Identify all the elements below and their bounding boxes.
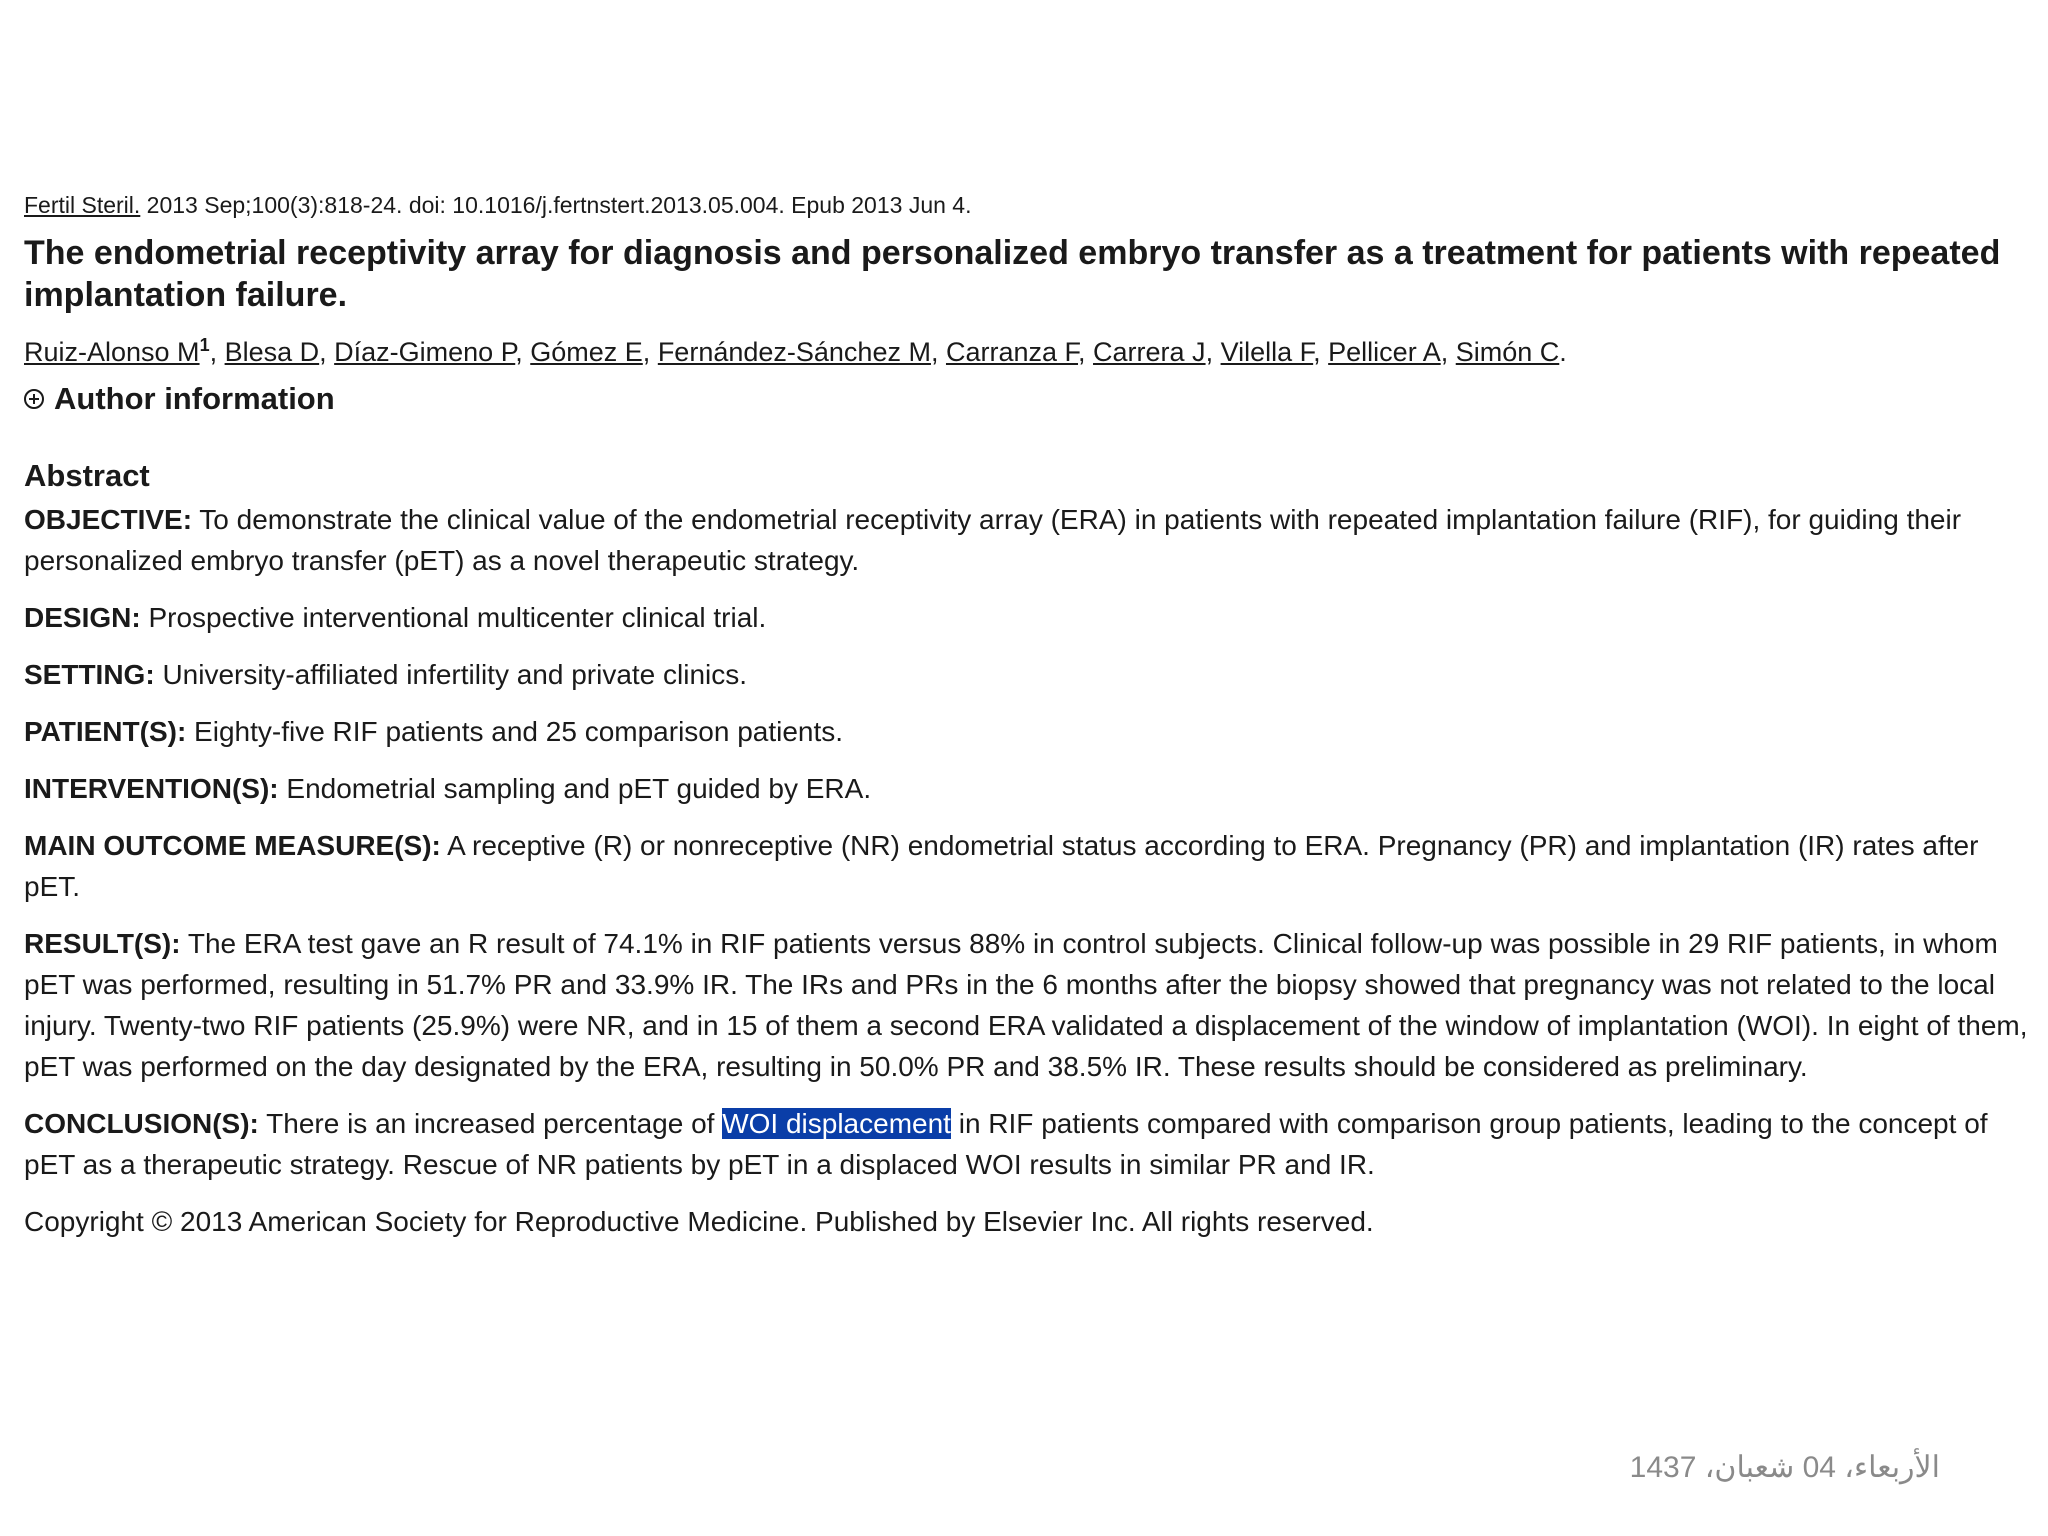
- section-text: Eighty-five RIF patients and 25 comparison patients.: [186, 716, 844, 747]
- abstract-heading: Abstract: [24, 458, 150, 493]
- selected-text-highlight[interactable]: WOI displacement: [722, 1108, 951, 1139]
- citation-line: [24, 190, 2034, 220]
- author-link[interactable]: Simón C: [1455, 337, 1560, 367]
- abstract-main-outcome: [24, 825, 2034, 907]
- section-text: Endometrial sampling and pET guided by ERA.: [278, 773, 872, 804]
- author-link[interactable]: Carrera J: [1093, 337, 1206, 367]
- section-label: INTERVENTION(S):: [24, 773, 279, 804]
- article-page: [24, 190, 2034, 1258]
- section-label: MAIN OUTCOME MEASURE(S):: [24, 830, 441, 861]
- author-link[interactable]: Blesa D: [224, 337, 320, 367]
- copyright-notice: Copyright © 2013 American Society for Reproductive Medicine. Published by Elsevier Inc. All rights reserved.: [24, 1206, 1374, 1237]
- author-affiliation-sup: 1: [199, 335, 210, 355]
- section-text: University-affiliated infertility and private clinics.: [154, 659, 748, 690]
- author-link[interactable]: Ruiz-Alonso M: [24, 337, 200, 367]
- section-label: PATIENT(S):: [24, 716, 187, 747]
- expand-plus-icon[interactable]: [24, 389, 44, 409]
- section-text: A receptive (R) or nonreceptive (NR) endometrial status according to ERA. Pregnancy (PR) and implantation (IR) rates after pET.: [24, 830, 1979, 902]
- section-label: SETTING:: [24, 659, 155, 690]
- section-label: DESIGN:: [24, 602, 141, 633]
- author-information-label: Author information: [54, 381, 335, 416]
- abstract-patients: [24, 711, 2034, 752]
- footer-date: الأربعاء، 04 شعبان، 1437: [1629, 1451, 1940, 1484]
- section-text: Prospective interventional multicenter clinical trial.: [140, 602, 767, 633]
- abstract-conclusions: [24, 1103, 2034, 1185]
- abstract-objective: [24, 499, 2034, 581]
- abstract-results: [24, 923, 2034, 1087]
- author-information-toggle[interactable]: [24, 381, 2034, 417]
- journal-link[interactable]: Fertil Steril.: [24, 192, 141, 218]
- section-label: OBJECTIVE:: [24, 504, 193, 535]
- author-link[interactable]: Fernández-Sánchez M: [657, 337, 931, 367]
- author-link[interactable]: Vilella F: [1220, 337, 1314, 367]
- section-text: in RIF patients compared with comparison group patients, leading to the concept of pET as a therapeutic strategy. Rescue of NR patients by pET in a displaced WOI results in similar PR and IR.: [24, 1108, 1988, 1180]
- section-text: The ERA test gave an R result of 74.1% in RIF patients versus 88% in control subjects. Clinical follow-up was possible in 29 RIF patients, in whom pET was performed, resulting in 51.7% PR and 33.9% IR. The IRs and PRs in the 6 months after the biopsy showed that pregnancy was not related to the local injury. Twenty-two RIF patients (25.9%) were NR, and in 15 of them a second ERA validated a displacement of the window of implantation (WOI). In eight of them, pET was performed on the day designated by the ERA, resulting in 50.0% PR and 38.5% IR. These results should be considered as preliminary.: [24, 928, 2028, 1082]
- abstract-design: [24, 597, 2034, 638]
- author-link[interactable]: Díaz-Gimeno P: [334, 337, 516, 367]
- section-text: To demonstrate the clinical value of the endometrial receptivity array (ERA) in patients with repeated implantation failure (RIF), for guiding their personalized embryo transfer (pET) as a novel therapeutic strategy.: [24, 504, 1962, 576]
- abstract-interventions: [24, 768, 2034, 809]
- author-list: Ruiz-Alonso $M^1$, Blesa D, Díaz-Gimeno P, Gómez E, Fernández-Sánchez M, Carranza F, Carrera J, Vilella F, Pellicer A, Simón C.: [24, 335, 1567, 367]
- section-label: CONCLUSION(S):: [24, 1108, 259, 1139]
- section-text: There is an increased percentage of: [258, 1108, 723, 1139]
- author-link[interactable]: Pellicer A: [1328, 337, 1441, 367]
- abstract-setting: [24, 654, 2034, 695]
- section-label: RESULT(S):: [24, 928, 181, 959]
- article-title: The endometrial receptivity array for diagnosis and personalized embryo transfer as a treatment for patients with repeated implantation failure.: [24, 234, 2001, 314]
- citation-details: 2013 Sep;100(3):818-24. doi: 10.1016/j.fertnstert.2013.05.004. Epub 2013 Jun 4.: [140, 192, 972, 218]
- author-link[interactable]: Gómez E: [530, 337, 643, 367]
- author-link[interactable]: Carranza F: [945, 337, 1079, 367]
